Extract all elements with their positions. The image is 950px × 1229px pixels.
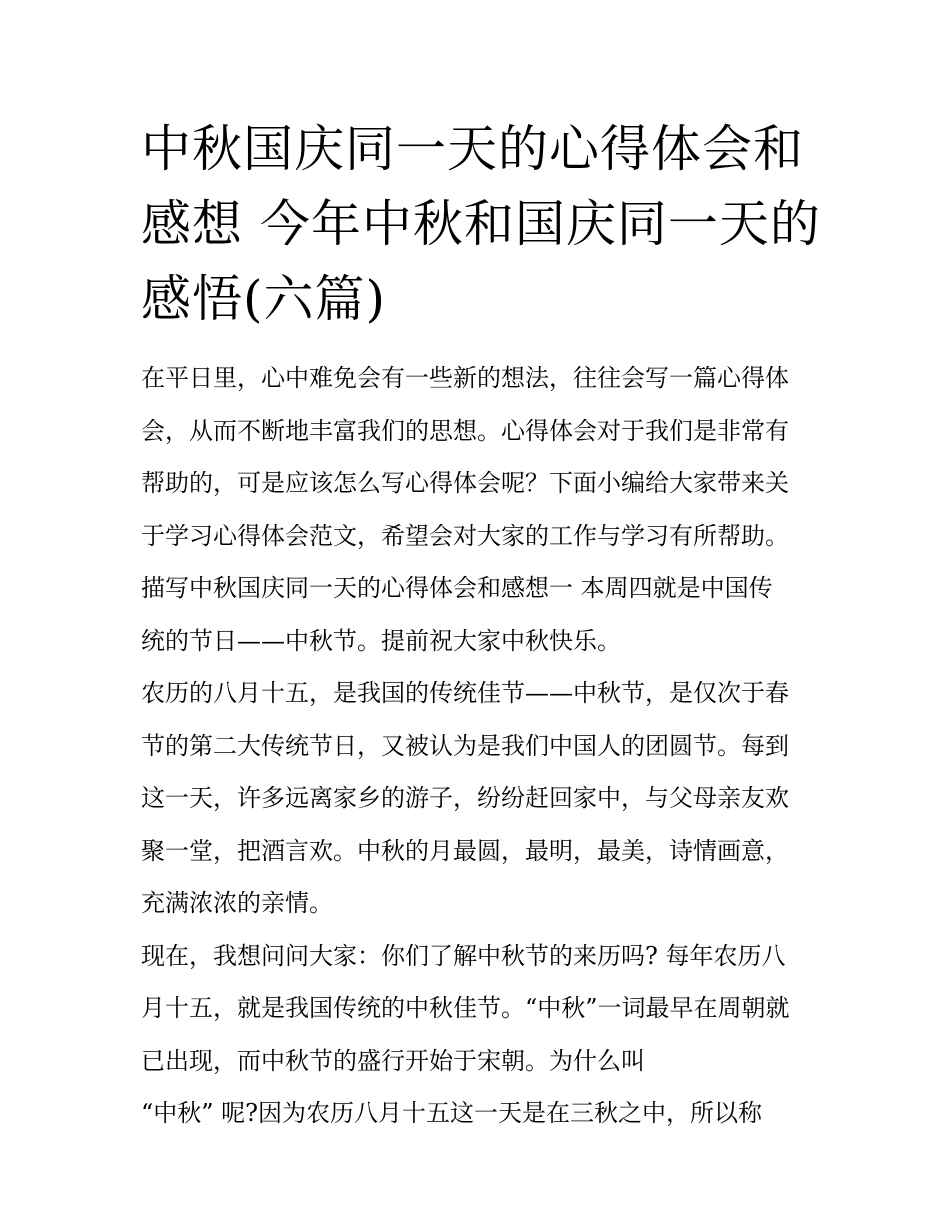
title-line: 感想 今年中秋和国庆同一天的 bbox=[141, 195, 821, 253]
body-line: 于学习心得体会范文，希望会对大家的工作与学习有所帮助。 bbox=[141, 521, 789, 550]
body-line: 在平日里，心中难免会有一些新的想法，往往会写一篇心得体 bbox=[141, 364, 789, 392]
body-line: 会，从而不断地丰富我们的思想。心得体会对于我们是非常有 bbox=[141, 416, 789, 445]
body-line: 帮助的，可是应该怎么写心得体会呢？下面小编给大家带来关 bbox=[141, 469, 789, 497]
document-title bbox=[141, 112, 821, 337]
body-line: 节的第二大传统节日，又被认为是我们中国人的团圆节。每到 bbox=[141, 731, 789, 760]
document-body bbox=[141, 352, 831, 1140]
body-line: 统的节日——中秋节。提前祝大家中秋快乐。 bbox=[141, 626, 621, 655]
title-line: 感悟(六篇) bbox=[141, 270, 387, 328]
body-line: 描写中秋国庆同一天的心得体会和感想一 本周四就是中国传 bbox=[141, 574, 773, 602]
body-line: 现在，我想问问大家：你们了解中秋节的来历吗? 每年农历八 bbox=[141, 941, 786, 970]
body-line: 这一天，许多远离家乡的游子，纷纷赶回家中，与父母亲友欢 bbox=[141, 784, 789, 812]
body-line: “中秋” 呢?因为农历八月十五这一天是在三秋之中，所以称 bbox=[141, 1099, 763, 1127]
title-line: 中秋国庆同一天的心得体会和 bbox=[141, 120, 804, 178]
body-line: 聚一堂，把酒言欢。中秋的月最圆，最明，最美，诗情画意， bbox=[141, 836, 789, 865]
body-line: 农历的八月十五，是我国的传统佳节——中秋节，是仅次于春 bbox=[141, 679, 789, 707]
body-line: 充满浓浓的亲情。 bbox=[141, 889, 333, 917]
body-line: 已出现，而中秋节的盛行开始于宋朝。为什么叫 bbox=[141, 1046, 645, 1075]
body-line: 月十五，就是我国传统的中秋佳节。“中秋”一词最早在周朝就 bbox=[141, 994, 790, 1022]
